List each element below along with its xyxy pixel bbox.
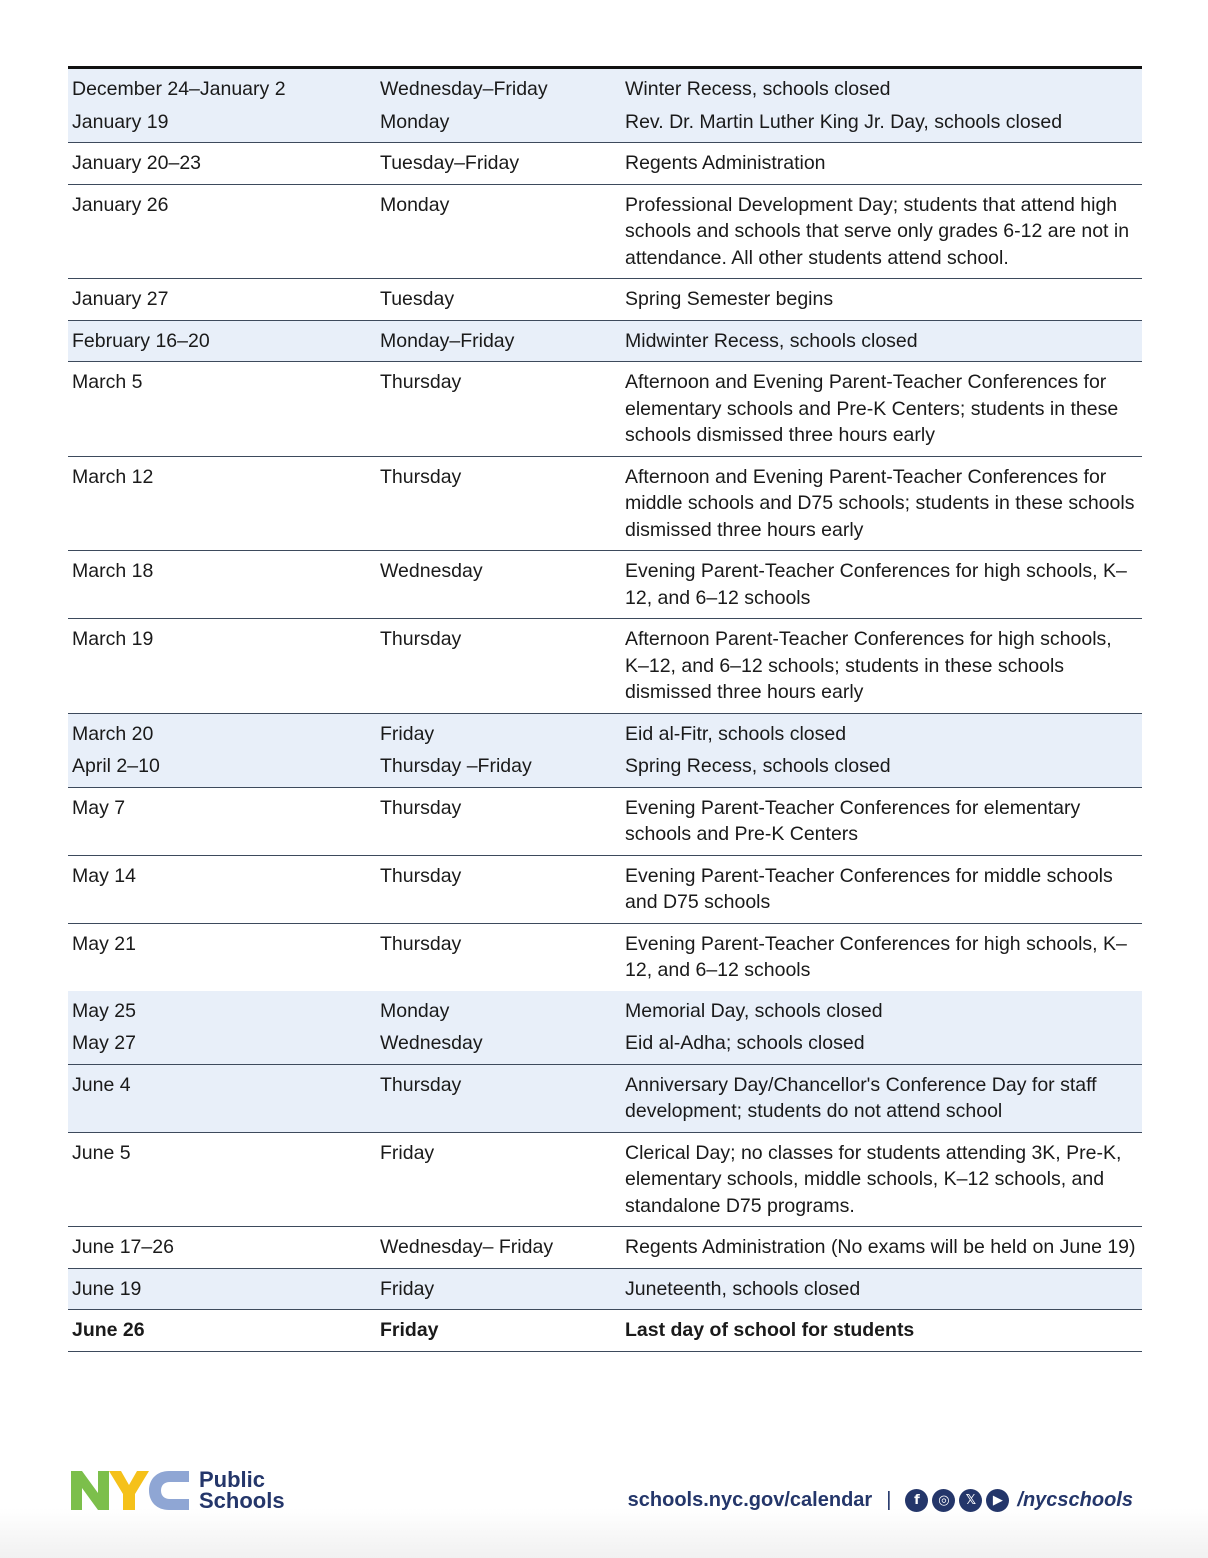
- page-bottom-shadow: [0, 1508, 1208, 1558]
- description-cell: Regents Administration: [621, 143, 1142, 185]
- day-cell: Thursday: [376, 787, 621, 855]
- description-cell: Eid al-Fitr, schools closed: [621, 713, 1142, 750]
- table-row: [68, 1227, 1142, 1269]
- x-icon[interactable]: 𝕏: [959, 1489, 982, 1512]
- table-row: [68, 991, 1142, 1028]
- day-cell: Wednesday– Friday: [376, 1227, 621, 1269]
- date-cell: December 24–January 2: [68, 68, 376, 106]
- facebook-icon[interactable]: f: [905, 1489, 928, 1512]
- table-row: [68, 1268, 1142, 1310]
- date-cell: February 16–20: [68, 320, 376, 362]
- date-cell: May 7: [68, 787, 376, 855]
- date-cell: May 25: [68, 991, 376, 1028]
- table-row: [68, 787, 1142, 855]
- day-cell: Thursday –Friday: [376, 750, 621, 787]
- table-row: [68, 750, 1142, 787]
- table-row: [68, 362, 1142, 457]
- day-cell: Monday: [376, 184, 621, 279]
- description-cell: Juneteenth, schools closed: [621, 1268, 1142, 1310]
- day-cell: Thursday: [376, 855, 621, 923]
- date-cell: May 14: [68, 855, 376, 923]
- description-cell: Anniversary Day/Chancellor's Conference Day for staff development; students do not attend school: [621, 1064, 1142, 1132]
- table-row: [68, 456, 1142, 551]
- day-cell: Thursday: [376, 619, 621, 714]
- table-row: [68, 184, 1142, 279]
- date-cell: March 5: [68, 362, 376, 457]
- date-cell: January 26: [68, 184, 376, 279]
- table-row: [68, 1310, 1142, 1352]
- day-cell: Tuesday: [376, 279, 621, 321]
- table-row: [68, 68, 1142, 106]
- date-cell: June 26: [68, 1310, 376, 1352]
- date-cell: June 5: [68, 1132, 376, 1227]
- description-cell: Spring Recess, schools closed: [621, 750, 1142, 787]
- day-cell: Thursday: [376, 1064, 621, 1132]
- table-row: [68, 143, 1142, 185]
- description-cell: Afternoon and Evening Parent-Teacher Conferences for elementary schools and Pre-K Centers; students in these schools dismissed three hours early: [621, 362, 1142, 457]
- description-cell: Eid al-Adha; schools closed: [621, 1027, 1142, 1064]
- footer-separator: |: [886, 1489, 892, 1511]
- description-cell: Midwinter Recess, schools closed: [621, 320, 1142, 362]
- date-cell: April 2–10: [68, 750, 376, 787]
- description-cell: Evening Parent-Teacher Conferences for high schools, K–12, and 6–12 schools: [621, 551, 1142, 619]
- description-cell: Regents Administration (No exams will be held on June 19): [621, 1227, 1142, 1269]
- school-calendar-table: [68, 66, 1142, 1352]
- social-icons: [905, 1489, 1013, 1512]
- day-cell: Tuesday–Friday: [376, 143, 621, 185]
- date-cell: May 27: [68, 1027, 376, 1064]
- nyc-public-schools-logo: [69, 1468, 285, 1512]
- date-cell: May 21: [72, 932, 136, 955]
- description-cell: Memorial Day, schools closed: [621, 991, 1142, 1028]
- date-cell: January 20–23: [68, 143, 376, 185]
- day-cell: Thursday: [380, 932, 462, 955]
- instagram-icon[interactable]: ◎: [932, 1489, 955, 1512]
- table-row: [68, 1064, 1142, 1132]
- date-cell: March 12: [68, 456, 376, 551]
- description-cell: Last day of school for students: [621, 1310, 1142, 1352]
- day-cell: Wednesday: [376, 1027, 621, 1064]
- date-cell: March 20: [68, 713, 376, 750]
- table-row: [68, 855, 1142, 923]
- day-cell: Wednesday: [376, 551, 621, 619]
- description-cell: Spring Semester begins: [621, 279, 1142, 321]
- logo-line-public: Public: [199, 1467, 266, 1492]
- youtube-icon[interactable]: ▶: [986, 1489, 1009, 1512]
- date-cell: June 19: [68, 1268, 376, 1310]
- footer-links: [628, 1489, 1133, 1512]
- day-cell: Thursday: [376, 456, 621, 551]
- table-row: [68, 320, 1142, 362]
- table-row: [68, 923, 1142, 991]
- day-cell: Wednesday–Friday: [376, 68, 621, 106]
- description-cell: Afternoon Parent-Teacher Conferences for high schools, K–12, and 6–12 schools; students in these schools dismissed three hours early: [621, 619, 1142, 714]
- day-cell: Friday: [376, 1310, 621, 1352]
- table-row: [68, 713, 1142, 750]
- day-cell: Monday: [376, 991, 621, 1028]
- logo-line-schools: Schools: [199, 1488, 285, 1513]
- date-cell: June 4: [68, 1064, 376, 1132]
- day-cell: Thursday: [376, 362, 621, 457]
- table-row: [68, 106, 1142, 143]
- table-row: [68, 279, 1142, 321]
- description-cell: Professional Development Day; students that attend high schools and schools that serve only grades 6-12 are not in attendance. All other students attend school.: [621, 184, 1142, 279]
- description-cell: Clerical Day; no classes for students attending 3K, Pre-K, elementary schools, middle schools, K–12 schools, and standalone D75 programs.: [621, 1132, 1142, 1227]
- day-cell: Monday–Friday: [376, 320, 621, 362]
- description-cell: Rev. Dr. Martin Luther King Jr. Day, schools closed: [621, 106, 1142, 143]
- date-cell: June 17–26: [68, 1227, 376, 1269]
- description-cell: Evening Parent-Teacher Conferences for middle schools and D75 schools: [621, 855, 1142, 923]
- date-cell: March 18: [68, 551, 376, 619]
- date-cell: January 19: [68, 106, 376, 143]
- date-cell: March 19: [68, 619, 376, 714]
- day-cell: Friday: [376, 1268, 621, 1310]
- description-cell: Evening Parent-Teacher Conferences for high schools, K–12, and 6–12 schools: [625, 932, 1127, 981]
- calendar-url-link[interactable]: schools.nyc.gov/calendar: [627, 1489, 873, 1511]
- day-cell: Friday: [376, 713, 621, 750]
- table-row: [68, 551, 1142, 619]
- day-cell: Monday: [376, 106, 621, 143]
- table-row: [68, 619, 1142, 714]
- description-cell: Winter Recess, schools closed: [621, 68, 1142, 106]
- logo-wordmark: [199, 1469, 285, 1511]
- date-cell: January 27: [68, 279, 376, 321]
- table-row: [68, 1027, 1142, 1064]
- description-cell: Afternoon and Evening Parent-Teacher Conferences for middle schools and D75 schools; students in these schools dismissed three hours early: [621, 456, 1142, 551]
- nyc-logo-mark-icon: [69, 1468, 191, 1512]
- social-handle[interactable]: /nycschools: [1017, 1489, 1133, 1511]
- table-row: [68, 1132, 1142, 1227]
- description-cell: Evening Parent-Teacher Conferences for elementary schools and Pre-K Centers: [621, 787, 1142, 855]
- day-cell: Friday: [376, 1132, 621, 1227]
